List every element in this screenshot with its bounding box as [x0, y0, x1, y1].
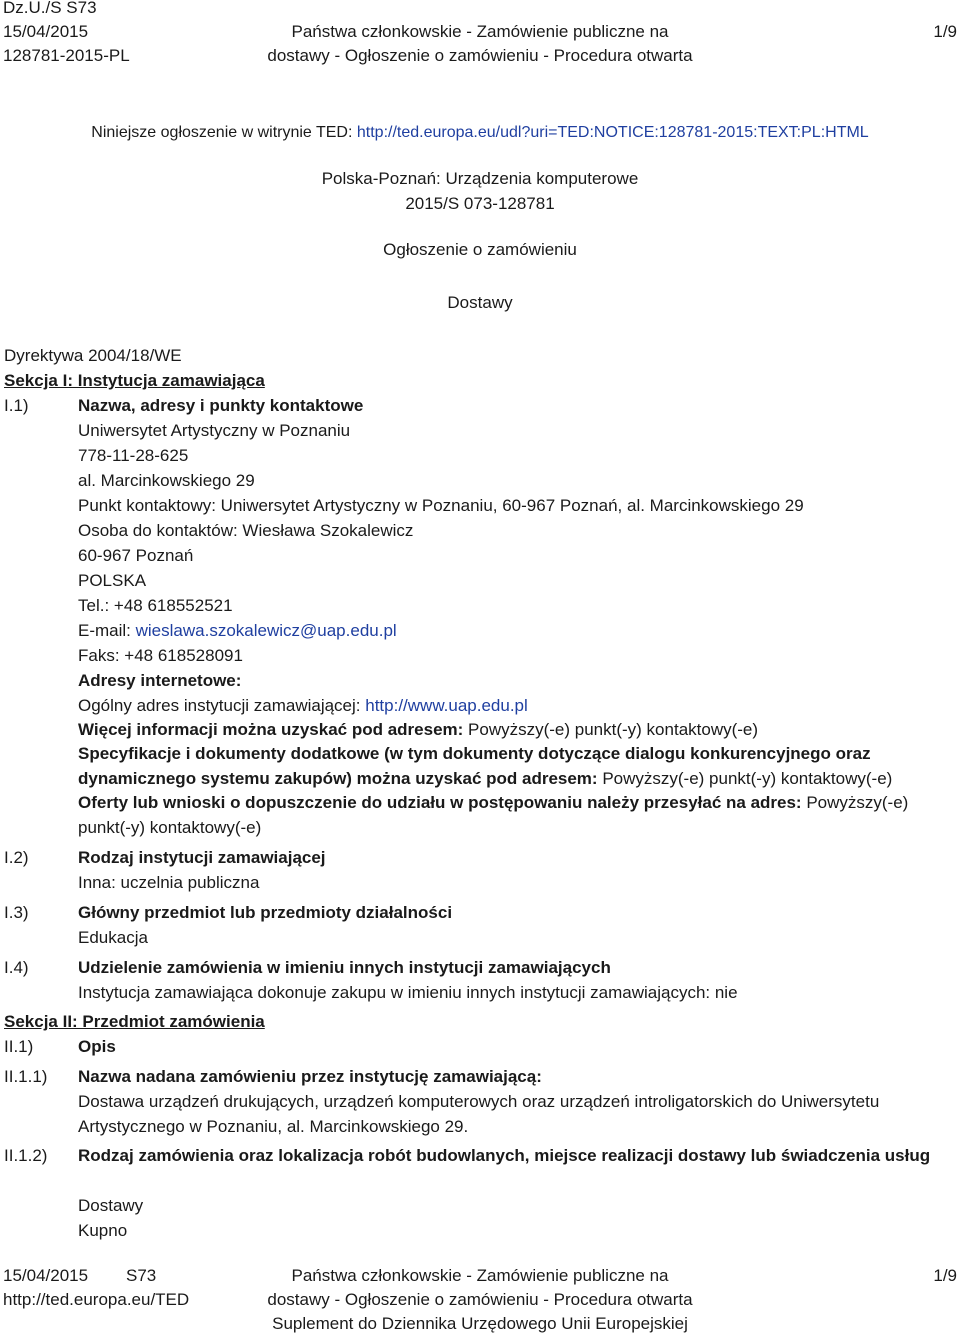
footer-center-line2: dostawy - Ogłoszenie o zamówieniu - Procedura otwarta [267, 1290, 693, 1309]
header-page-number: 1/9 [933, 22, 957, 41]
header-title-line1: Państwa członkowskie - Zamówienie publiczne na [291, 22, 669, 41]
i4-number: I.4) [4, 958, 29, 977]
contact-person: Osoba do kontaktów: Wiesława Szokalewicz [78, 521, 414, 540]
header-title-line2: dostawy - Ogłoszenie o zamówieniu - Procedura otwarta [267, 46, 693, 65]
document-reference: 2015/S 073-128781 [405, 194, 555, 213]
footer-page-number: 1/9 [933, 1266, 957, 1285]
contact-phone: Tel.: +48 618552521 [78, 596, 233, 615]
ii11-value: Dostawa urządzeń drukujących, urządzeń komputerowych oraz urządzeń introligatorskich do Uniwersytetu Artystycznego w Poznaniu, al. Marcinkowskiego 29. [78, 1092, 880, 1136]
i2-number: I.2) [4, 848, 29, 867]
i1-title: Nazwa, adresy i punkty kontaktowe [78, 396, 364, 415]
ii12-value-type: Dostawy [78, 1196, 144, 1215]
specifications-label: Specyfikacje i dokumenty dodatkowe (w tym dokumenty dotyczące dialogu konkurencyjnego oraz dynamicznego systemu zakupów) można uzyskać pod adresem: [78, 744, 871, 788]
ted-notice [0, 120, 960, 145]
i4-value: Instytucja zamawiająca dokonuje zakupu w imieniu innych instytucji zamawiających: nie [78, 983, 738, 1002]
specifications-value: Powyższy(-e) punkt(-y) kontaktowy(-e) [602, 769, 893, 788]
i2-title: Rodzaj instytucji zamawiającej [78, 848, 326, 867]
footer-date: 15/04/2015 [3, 1266, 89, 1285]
footer-center-line3: Suplement do Dziennika Urzędowego Unii Europejskiej [272, 1314, 688, 1333]
ted-notice-link[interactable]: http://ted.europa.eu/udl?uri=TED:NOTICE:128781-2015:TEXT:PL:HTML [356, 124, 869, 141]
general-address-row [78, 693, 948, 718]
email-link[interactable]: wieslawa.szokalewicz@uap.edu.pl [135, 621, 397, 640]
i3-value: Edukacja [78, 928, 148, 947]
ii12-value-mode: Kupno [78, 1221, 128, 1240]
section-1-heading: Sekcja I: Instytucja zamawiająca [4, 371, 265, 390]
i3-title: Główny przedmiot lub przedmioty działalności [78, 903, 453, 922]
ted-notice-prefix: Niniejsze ogłoszenie w witrynie TED: [91, 124, 357, 141]
i4-title: Udzielenie zamówienia w imieniu innych instytucji zamawiających [78, 958, 611, 977]
general-address-label: Ogólny adres instytucji zamawiającej: [78, 696, 366, 715]
offers-row [78, 790, 948, 840]
offers-label: Oferty lub wnioski o dopuszczenie do udziału w postępowaniu należy przesyłać na adres: [78, 793, 807, 812]
contact-point: Punkt kontaktowy: Uniwersytet Artystyczny w Poznaniu, 60-967 Poznań, al. Marcinkowskiego 29 [78, 496, 804, 515]
footer-series: S73 [126, 1266, 157, 1285]
i1-number: I.1) [4, 396, 29, 415]
ii1-title: Opis [78, 1037, 116, 1056]
general-address-link[interactable]: http://www.uap.edu.pl [365, 696, 528, 715]
contact-email-row [78, 618, 948, 643]
specifications-row [78, 741, 948, 791]
contact-nip: 778-11-28-625 [78, 446, 189, 465]
contact-street: al. Marcinkowskiego 29 [78, 471, 255, 490]
contact-fax: Faks: +48 618528091 [78, 646, 243, 665]
more-info-row [78, 717, 948, 742]
header-journal: Dz.U./S S73 [3, 0, 97, 17]
header-notice-id: 128781-2015-PL [3, 46, 130, 65]
ii12-number: II.1.2) [4, 1146, 48, 1165]
notice-category: Dostawy [447, 293, 513, 312]
i2-value: Inna: uczelnia publiczna [78, 873, 260, 892]
email-label: E-mail: [78, 621, 136, 640]
contact-institution: Uniwersytet Artystyczny w Poznaniu [78, 421, 351, 440]
ii12-title: Rodzaj zamówienia oraz lokalizacja robót budowlanych, miejsce realizacji dostawy lub świadczenia usług [78, 1146, 931, 1165]
more-info-value: Powyższy(-e) punkt(-y) kontaktowy(-e) [468, 720, 759, 739]
notice-type: Ogłoszenie o zamówieniu [383, 240, 577, 259]
i3-number: I.3) [4, 903, 29, 922]
section-2-heading: Sekcja II: Przedmiot zamówienia [4, 1012, 265, 1031]
directive: Dyrektywa 2004/18/WE [4, 346, 182, 365]
ii11-number: II.1.1) [4, 1067, 48, 1086]
offers-value: Powyższy(-e) punkt(-y) kontaktowy(-e) [78, 793, 909, 837]
contact-postcode: 60-967 Poznań [78, 546, 194, 565]
ii1-number: II.1) [4, 1037, 34, 1056]
footer-center-line1: Państwa członkowskie - Zamówienie publiczne na [291, 1266, 669, 1285]
ii11-title: Nazwa nadana zamówieniu przez instytucję zamawiającą: [78, 1067, 542, 1086]
contact-country: POLSKA [78, 571, 147, 590]
internet-addresses-heading: Adresy internetowe: [78, 671, 242, 690]
document-title: Polska-Poznań: Urządzenia komputerowe [321, 169, 639, 188]
more-info-label: Więcej informacji można uzyskać pod adresem: [78, 720, 469, 739]
header-date: 15/04/2015 [3, 22, 89, 41]
footer-url: http://ted.europa.eu/TED [3, 1290, 190, 1309]
